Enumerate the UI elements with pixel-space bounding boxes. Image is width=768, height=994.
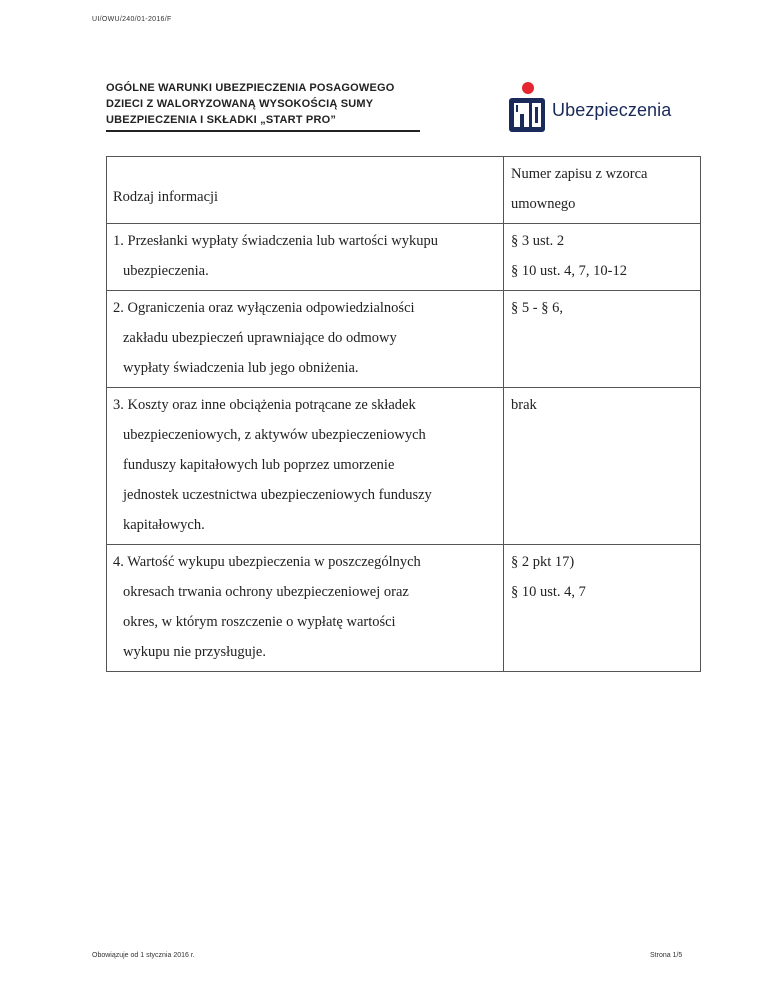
row-line: 2. Ograniczenia oraz wyłączenia odpowiedzialności: [113, 300, 415, 316]
logo-letter-k: [524, 103, 529, 127]
ref-line: brak: [511, 397, 537, 413]
row-line: 3. Koszty oraz inne obciążenia potrącane ze składek: [113, 397, 416, 413]
logo-letter-p-hole: [516, 105, 518, 112]
ref-line: § 10 ust. 4, 7: [511, 584, 586, 600]
title-line: UBEZPIECZENIA I SKŁADKI „START PRO”: [106, 114, 337, 126]
row-reference: [504, 224, 701, 291]
row-line: okres, w którym roszczenie o wypłatę wartości: [123, 614, 396, 630]
row-reference: [504, 291, 701, 388]
ref-line: § 3 ust. 2: [511, 233, 565, 249]
title-line: DZIECI Z WALORYZOWANĄ WYSOKOŚCIĄ SUMY: [106, 98, 374, 110]
row-description: [107, 388, 504, 545]
row-description: [107, 545, 504, 672]
pko-logo: [506, 80, 548, 141]
title-underline: [106, 130, 420, 132]
row-line: jednostek uczestnictwa ubezpieczeniowych funduszy: [123, 487, 432, 503]
effective-date-footer: Obowiązuje od 1 stycznia 2016 r.: [92, 952, 195, 959]
row-line: ubezpieczeniowych, z aktywów ubezpieczeniowych: [123, 427, 426, 443]
row-reference: [504, 545, 701, 672]
document-title: [106, 80, 422, 128]
header-label: Rodzaj informacji: [113, 189, 219, 205]
table-row: [107, 291, 701, 388]
page-number: Strona 1/5: [650, 952, 683, 959]
title-line: OGÓLNE WARUNKI UBEZPIECZENIA POSAGOWEGO: [106, 82, 395, 94]
row-reference: [504, 388, 701, 545]
row-line: kapitałowych.: [123, 517, 205, 533]
row-line: okresach trwania ochrony ubezpieczeniowej oraz: [123, 584, 409, 600]
row-line: wypłaty świadczenia lub jego obniżenia.: [123, 360, 359, 376]
row-line: zakładu ubezpieczeń uprawniające do odmowy: [123, 330, 397, 346]
ref-line: § 5 - § 6,: [511, 300, 563, 316]
ref-line: § 2 pkt 17): [511, 554, 575, 570]
logo-red-dot: [522, 82, 534, 94]
row-line: ubezpieczenia.: [123, 263, 209, 279]
logo-text: Ubezpieczenia: [552, 100, 672, 120]
row-line: funduszy kapitałowych lub poprzez umorzenie: [123, 457, 395, 473]
header-label: Numer zapisu z wzorca: [511, 166, 648, 182]
information-table: [106, 156, 701, 672]
header-label: umownego: [511, 196, 576, 212]
document-reference: UI/OWU/240/01-2016/F: [92, 16, 172, 23]
header-cell-ref: [504, 157, 701, 224]
row-line: 4. Wartość wykupu ubezpieczenia w poszczególnych: [113, 554, 421, 570]
table-row: [107, 388, 701, 545]
row-description: [107, 291, 504, 388]
logo-letter-o-hole: [535, 107, 538, 123]
row-description: [107, 224, 504, 291]
pko-logo-icon: [506, 80, 548, 136]
row-line: wykupu nie przysługuje.: [123, 644, 266, 660]
ref-line: § 10 ust. 4, 7, 10-12: [511, 263, 627, 279]
table-header-row: [107, 157, 701, 224]
table-row: [107, 545, 701, 672]
table-row: [107, 224, 701, 291]
header-cell-type: [107, 157, 504, 224]
row-line: 1. Przesłanki wypłaty świadczenia lub wartości wykupu: [113, 233, 438, 249]
